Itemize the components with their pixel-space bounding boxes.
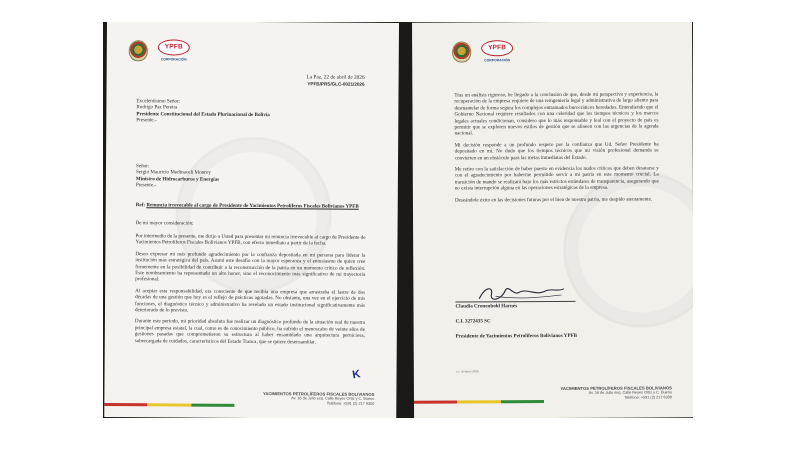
paragraph: Durante este periodo, mi prioridad absoluta fue realizar un diagnóstico profundo de la situación real de nuestra principal empresa estatal, la cual, como es de conocimiento público, ha sufrido el menoscabo de veinte años de gestiones pasadas que comprometieron su estructura al haber ensamblado una arquitectura perniciosa, sobrecargada de cuidados, característicos del Estado Tranca, que se quiere desensamblar.	[134, 318, 365, 346]
letter-body-page-2	[454, 91, 659, 208]
salutation: Excelentísimo Señor:	[136, 98, 181, 105]
place-date: La Paz, 22 de abril de 2026	[306, 74, 365, 81]
letter-body-page-1	[135, 233, 366, 351]
signer-role: Presidente de Yacimientos Petrolíferos Bolivianos YPFB	[455, 332, 578, 340]
paragraph: Me retiro con la satisfacción de haber puesto en evidencia los nudos críticos que deben desatarse y con el agradecimiento por haberme permitido servir a mi patria en este momento crucial. La transición de mando se realizará bajo los más estrictos estándares de transparencia, asegurando que no exista interrupción alguna en las operaciones estratégicas de la empresa.	[454, 165, 659, 192]
greeting: De mi mayor consideración:	[135, 220, 194, 227]
bolivia-coat-of-arms-icon	[129, 40, 148, 61]
paragraph: Por intermedio de la presente, me dirijo a Usted para presentar mi renuncia irrevocable al cargo de Presidente de Yacimientos Petrolíferos Fiscales Bolivianos YPFB, con efecto inmediato a partir de la fecha.	[135, 233, 366, 247]
letter-page-1	[104, 22, 399, 418]
letter-footer	[560, 385, 672, 401]
letter-page-2	[412, 22, 693, 418]
scanned-letter-photo	[103, 22, 693, 418]
letter-footer	[263, 391, 375, 407]
ypfb-tagline: CORPORACIÓN	[484, 58, 511, 63]
footer-org: YACIMIENTOS PETROLÍFEROS FISCALES BOLIVIANOS	[262, 391, 375, 397]
paragraph: Tras un análisis riguroso, he llegado a la conclusión de que, desde mi perspectiva y experiencia, la recuperación de la empresa requiere de una reingeniería legal y administrativa de largo aliento para desmantelar de forma segura los complejos entramados burocráticos heredados. Entendiendo que el Gobierno Nacional requiere resultados con una celeridad que los tiempos técnicos y los marcos legales actuales condicionan, considero que lo más responsable y leal con el proyecto de país es permitir que se exploren nuevos estilos de gestión que se alineen con las urgencias de la agenda nacional.	[454, 91, 659, 137]
footer-address: Av. 16 de Julio esq. Calle Reyes Ortiz y C. Bueno	[588, 390, 672, 395]
footer-phone: Teléfono: +591 (2) 217 6300	[624, 395, 672, 400]
addressee-name: Rodrigo Paz Pereira	[136, 104, 178, 111]
letterhead-logos	[452, 40, 513, 64]
letterhead-logos	[129, 39, 190, 63]
cite-number: YPFB/PRS/GLC-0021/2026	[307, 81, 365, 87]
bolivia-coat-of-arms-icon	[452, 42, 471, 63]
handwritten-mark: K	[351, 368, 362, 382]
addressee-role: Ministro de Hidrocarburos y Energías	[135, 175, 220, 183]
paragraph: Al aceptar esta responsabilidad, era consciente de que recibía una empresa que arrastraba el lastre de dos décadas de una gestión que hoy es el reflejo de prácticas agotadas. No obstante, una vez en el ejercicio de mis funciones, el diagnóstico técnico y administrativo ha revelado un estado institucional significativamente más deteriorado de lo previsto.	[134, 288, 366, 314]
cc-note: c.c. Archivo 2026	[455, 369, 479, 374]
addressee-role: Presidente Constitucional del Estado Plurinacional de Bolivia	[136, 111, 270, 118]
ref-label: Ref:	[135, 202, 146, 209]
footer-phone: Teléfono: +591 (2) 217 6300	[326, 401, 375, 406]
addressee-president	[136, 98, 366, 125]
addressee-minister	[136, 163, 366, 190]
paragraph: Deseándole éxito en las decisiones futuras por el bien de nuestra patria, me despido atentamente.	[454, 196, 653, 204]
signer-name: Claudia Cronenbold Harnés	[455, 301, 575, 310]
presente-label: Presente.-	[136, 117, 157, 124]
signer-ci: C.I. 3272435 SC	[455, 318, 491, 325]
reference-line	[136, 202, 366, 210]
ref-text: Renuncia irrevocable al cargo de Presidente de Yacimientos Petrolíferos Fiscales Bolivianos YPFB	[146, 202, 359, 210]
salutation: Señor:	[135, 163, 150, 170]
ypfb-logo-mark: YPFB	[481, 40, 513, 56]
ypfb-logo-mark: YPFB	[158, 39, 190, 55]
footer-org: YACIMIENTOS PETROLÍFEROS FISCALES BOLIVIANOS	[560, 385, 672, 391]
ypfb-tagline: CORPORACIÓN	[160, 57, 187, 62]
flag-stripe	[414, 400, 544, 404]
ypfb-logo	[481, 40, 513, 64]
addressee-name: Sergio Mauricio Medinaceli Monroy	[135, 169, 211, 177]
footer-address: Av. 16 de Julio esq. Calle Reyes Ortiz y C. Bueno	[291, 396, 375, 401]
ypfb-logo	[158, 39, 190, 63]
paragraph: Deseo expresar mi más profundo agradecimiento por la confianza depositada en mi persona para liderar la institución más estratégica del país. Asumí este desafío con la mayor esperanza y el entusiasmo de quien cree firmemente en la posibilidad de contribuir a la reconstrucción de la patria en un momento crítico de reflexión. Este nombramiento ha representado un alto honor, sino el reconocimiento más significativo de mi trayectoria profesional.	[135, 250, 366, 283]
paragraph: Mi decisión responde a un profundo respeto por la confianza que Ud. Señor Presidente ha depositado en mí. No dudo que los tiempos técnicos que mi visión profesional demanda se convierten en un obstáculo para las metas inmediatas del Estado.	[454, 141, 659, 162]
presente-label: Presente.-	[135, 182, 157, 189]
flag-stripe	[104, 403, 234, 407]
